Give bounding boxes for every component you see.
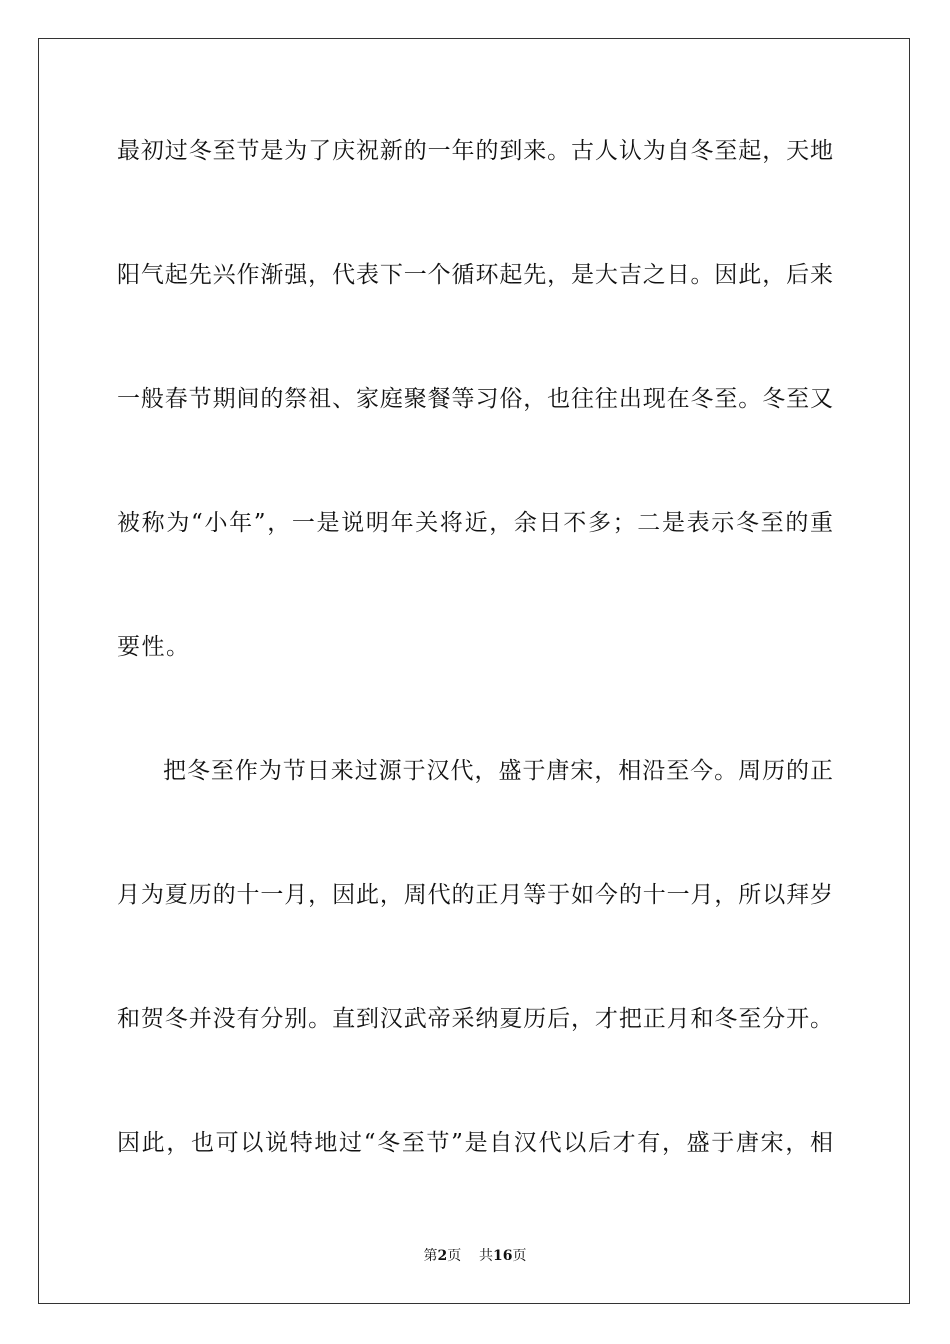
total-prefix: 共 (479, 1248, 494, 1264)
text-line: 一般春节期间的祭祖、家庭聚餐等习俗，也往往出现在冬至。冬至又 (117, 386, 833, 412)
total-suffix: 页 (512, 1248, 527, 1264)
text-line: 和贺冬并没有分别。直到汉武帝采纳夏历后，才把正月和冬至分开。 (117, 1006, 833, 1032)
text-line: 要性。 (117, 634, 191, 660)
total-pages: 16 (493, 1248, 513, 1264)
text-line: 最初过冬至节是为了庆祝新的一年的到来。古人认为自冬至起，天地 (117, 138, 833, 164)
paragraph-first-line: 把冬至作为节日来过源于汉代，盛于唐宋，相沿至今。周历的正 (163, 758, 833, 784)
text-line: 被称为“小年”，一是说明年关将近，余日不多；二是表示冬至的重 (117, 510, 833, 536)
text-line: 月为夏历的十一月，因此，周代的正月等于如今的十一月，所以拜岁 (117, 882, 833, 908)
page-prefix: 第 (423, 1248, 438, 1264)
page-suffix: 页 (447, 1248, 462, 1264)
text-line: 阳气起先兴作渐强，代表下一个循环起先，是大吉之日。因此，后来 (117, 262, 833, 288)
page-border (38, 38, 910, 1304)
page-footer (0, 1246, 950, 1266)
text-line: 因此，也可以说特地过“冬至节”是自汉代以后才有，盛于唐宋，相 (117, 1130, 833, 1156)
page-number: 2 (437, 1248, 448, 1264)
